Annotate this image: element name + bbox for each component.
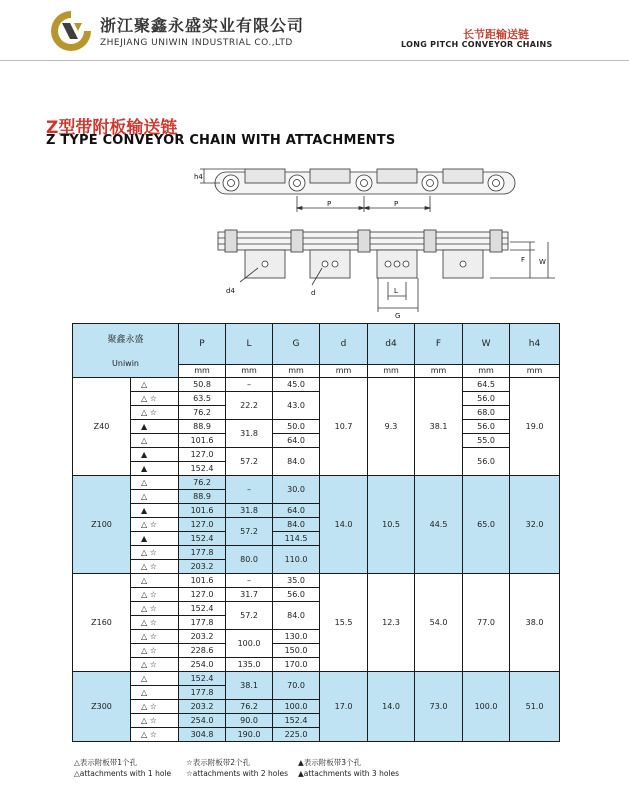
g-cell: 43.0 (273, 392, 320, 420)
table-row (73, 672, 560, 686)
f-cell: 73.0 (415, 672, 463, 742)
label-g: G (395, 312, 401, 320)
h4-cell: 38.0 (510, 574, 560, 672)
p-cell: 203.2 (179, 560, 226, 574)
d-cell: 14.0 (320, 476, 368, 574)
p-cell: 228.6 (179, 644, 226, 658)
unit-cell: mm (463, 365, 510, 378)
company-name-cn: 浙江聚鑫永盛实业有限公司 (100, 16, 305, 35)
unit-cell: mm (320, 365, 368, 378)
g-cell: 70.0 (273, 672, 320, 700)
symbol-cell: △ ☆ (131, 728, 179, 742)
g-cell: 84.0 (273, 448, 320, 476)
p-cell: 177.8 (179, 686, 226, 700)
g-cell: 150.0 (273, 644, 320, 658)
symbol-cell: ▲ (131, 462, 179, 476)
g-cell: 152.4 (273, 714, 320, 728)
legend-cn: ▲表示附板带3个孔 (298, 758, 362, 767)
category-title-cn: 长节距输送链 (463, 28, 529, 41)
table-row (73, 574, 560, 588)
symbol-cell: △ (131, 434, 179, 448)
p-cell: 101.6 (179, 434, 226, 448)
chain-top-view (194, 169, 515, 212)
legend-one-hole (74, 757, 171, 779)
p-cell: 203.2 (179, 700, 226, 714)
label-d: d (311, 289, 316, 297)
p-cell: 127.0 (179, 588, 226, 602)
h4-cell: 51.0 (510, 672, 560, 742)
spec-table (72, 323, 560, 742)
chain-side-view (218, 230, 555, 320)
symbol-cell: △ (131, 686, 179, 700)
header-g: G (273, 324, 320, 365)
l-cell: 57.2 (226, 518, 273, 546)
p-cell: 304.8 (179, 728, 226, 742)
label-h4: h4 (194, 173, 203, 181)
header-p: P (179, 324, 226, 365)
table-row (73, 420, 560, 434)
symbol-cell: ▲ (131, 504, 179, 518)
p-cell: 63.5 (179, 392, 226, 406)
symbol-cell: △ ☆ (131, 616, 179, 630)
symbol-cell: △ ☆ (131, 658, 179, 672)
chain-diagram (190, 160, 570, 320)
company-name-en: ZHEJIANG UNIWIN INDUSTRIAL CO.,LTD (100, 38, 293, 48)
g-cell: 225.0 (273, 728, 320, 742)
symbol-cell: △ (131, 672, 179, 686)
symbol-cell: △ (131, 574, 179, 588)
d4-cell: 14.0 (368, 672, 415, 742)
p-cell: 152.4 (179, 462, 226, 476)
l-cell: 190.0 (226, 728, 273, 742)
p-cell: 88.9 (179, 490, 226, 504)
d-cell: 15.5 (320, 574, 368, 672)
f-cell: 54.0 (415, 574, 463, 672)
symbol-cell: △ ☆ (131, 700, 179, 714)
p-cell: 88.9 (179, 420, 226, 434)
l-cell: – (226, 574, 273, 588)
g-cell: 84.0 (273, 602, 320, 630)
l-cell: 22.2 (226, 392, 273, 420)
header-divider (0, 60, 629, 61)
symbol-cell: △ ☆ (131, 588, 179, 602)
l-cell: 100.0 (226, 630, 273, 658)
w-cell: 56.0 (463, 392, 510, 406)
g-cell: 130.0 (273, 630, 320, 644)
brand-cn: 聚鑫永盛 (107, 334, 144, 345)
g-cell: 114.5 (273, 532, 320, 546)
table-row (73, 434, 560, 448)
symbol-cell: ▲ (131, 532, 179, 546)
l-cell: 31.8 (226, 504, 273, 518)
w-cell: 65.0 (463, 476, 510, 574)
label-w: W (539, 258, 546, 266)
unit-cell: mm (415, 365, 463, 378)
label-l: L (394, 287, 398, 295)
brand-en: Uniwin (112, 358, 139, 368)
section-title-cn: Z型带附板输送链 (46, 118, 178, 138)
unit-cell: mm (273, 365, 320, 378)
symbol-cell: △ (131, 378, 179, 392)
unit-cell: mm (226, 365, 273, 378)
p-cell: 50.8 (179, 378, 226, 392)
symbol-cell: △ ☆ (131, 392, 179, 406)
label-f: F (521, 256, 526, 264)
symbol-cell: △ ☆ (131, 406, 179, 420)
company-logo-icon (48, 8, 94, 54)
header-d4: d4 (368, 324, 415, 365)
symbol-cell: △ ☆ (131, 630, 179, 644)
symbol-cell: △ ☆ (131, 546, 179, 560)
p-cell: 127.0 (179, 518, 226, 532)
p-cell: 76.2 (179, 476, 226, 490)
f-cell: 38.1 (415, 378, 463, 476)
table-row (73, 392, 560, 406)
model-cell: Z100 (73, 476, 131, 574)
p-cell: 152.4 (179, 602, 226, 616)
symbol-cell: △ ☆ (131, 714, 179, 728)
symbol-cell: △ (131, 490, 179, 504)
p-cell: 101.6 (179, 574, 226, 588)
symbol-cell: △ ☆ (131, 518, 179, 532)
p-cell: 101.6 (179, 504, 226, 518)
g-cell: 35.0 (273, 574, 320, 588)
header-f: F (415, 324, 463, 365)
page-header (0, 0, 629, 62)
l-cell: 31.8 (226, 420, 273, 448)
l-cell: 38.1 (226, 672, 273, 700)
p-cell: 127.0 (179, 448, 226, 462)
h4-cell: 19.0 (510, 378, 560, 476)
l-cell: – (226, 378, 273, 392)
p-cell: 76.2 (179, 406, 226, 420)
legend-en: ▲attachments with 3 holes (298, 769, 400, 778)
p-cell: 152.4 (179, 672, 226, 686)
unit-cell: mm (510, 365, 560, 378)
table-row (73, 476, 560, 490)
unit-cell: mm (368, 365, 415, 378)
d-cell: 17.0 (320, 672, 368, 742)
label-p2: P (394, 200, 399, 208)
p-cell: 254.0 (179, 658, 226, 672)
model-cell: Z300 (73, 672, 131, 742)
legend-en: ☆attachments with 2 holes (186, 769, 288, 778)
w-cell: 100.0 (463, 672, 510, 742)
g-cell: 50.0 (273, 420, 320, 434)
section-title-en: Z TYPE CONVEYOR CHAIN WITH ATTACHMENTS (46, 133, 396, 148)
w-cell: 77.0 (463, 574, 510, 672)
l-cell: 135.0 (226, 658, 273, 672)
h4-cell: 32.0 (510, 476, 560, 574)
d4-cell: 10.5 (368, 476, 415, 574)
g-cell: 170.0 (273, 658, 320, 672)
p-cell: 254.0 (179, 714, 226, 728)
legend-cn: △表示附板带1个孔 (74, 758, 138, 767)
model-cell: Z160 (73, 574, 131, 672)
g-cell: 64.0 (273, 504, 320, 518)
p-cell: 177.8 (179, 616, 226, 630)
p-cell: 152.4 (179, 532, 226, 546)
f-cell: 44.5 (415, 476, 463, 574)
l-cell: 31.7 (226, 588, 273, 602)
d4-cell: 9.3 (368, 378, 415, 476)
w-cell: 55.0 (463, 434, 510, 448)
brand-cell (73, 324, 179, 378)
l-cell: 76.2 (226, 700, 273, 714)
w-cell: 56.0 (463, 420, 510, 434)
category-title-en: LONG PITCH CONVEYOR CHAINS (401, 40, 553, 49)
g-cell: 64.0 (273, 434, 320, 448)
d-cell: 10.7 (320, 378, 368, 476)
unit-cell: mm (179, 365, 226, 378)
w-cell: 56.0 (463, 448, 510, 476)
symbol-cell: △ ☆ (131, 644, 179, 658)
legend-three-holes (298, 757, 399, 779)
symbol-cell: △ (131, 476, 179, 490)
header-l: L (226, 324, 273, 365)
table-header-row (73, 324, 560, 365)
g-cell: 30.0 (273, 476, 320, 504)
table-row (73, 448, 560, 462)
w-cell: 64.5 (463, 378, 510, 392)
g-cell: 100.0 (273, 700, 320, 714)
legend-en: △attachments with 1 hole (74, 769, 172, 778)
l-cell: – (226, 476, 273, 504)
p-cell: 203.2 (179, 630, 226, 644)
symbol-cell: △ ☆ (131, 602, 179, 616)
l-cell: 57.2 (226, 448, 273, 476)
header-h4: h4 (510, 324, 560, 365)
label-p1: P (327, 200, 332, 208)
g-cell: 45.0 (273, 378, 320, 392)
symbol-cell: ▲ (131, 420, 179, 434)
g-cell: 84.0 (273, 518, 320, 532)
d4-cell: 12.3 (368, 574, 415, 672)
header-d: d (320, 324, 368, 365)
l-cell: 57.2 (226, 602, 273, 630)
header-w: W (463, 324, 510, 365)
g-cell: 110.0 (273, 546, 320, 574)
l-cell: 90.0 (226, 714, 273, 728)
legend-cn: ☆表示附板带2个孔 (186, 758, 250, 767)
legend-two-holes (186, 757, 288, 779)
p-cell: 177.8 (179, 546, 226, 560)
label-d4: d4 (226, 287, 235, 295)
model-cell: Z40 (73, 378, 131, 476)
symbol-cell: △ ☆ (131, 560, 179, 574)
symbol-cell: ▲ (131, 448, 179, 462)
l-cell: 80.0 (226, 546, 273, 574)
table-row (73, 378, 560, 392)
g-cell: 56.0 (273, 588, 320, 602)
w-cell: 68.0 (463, 406, 510, 420)
